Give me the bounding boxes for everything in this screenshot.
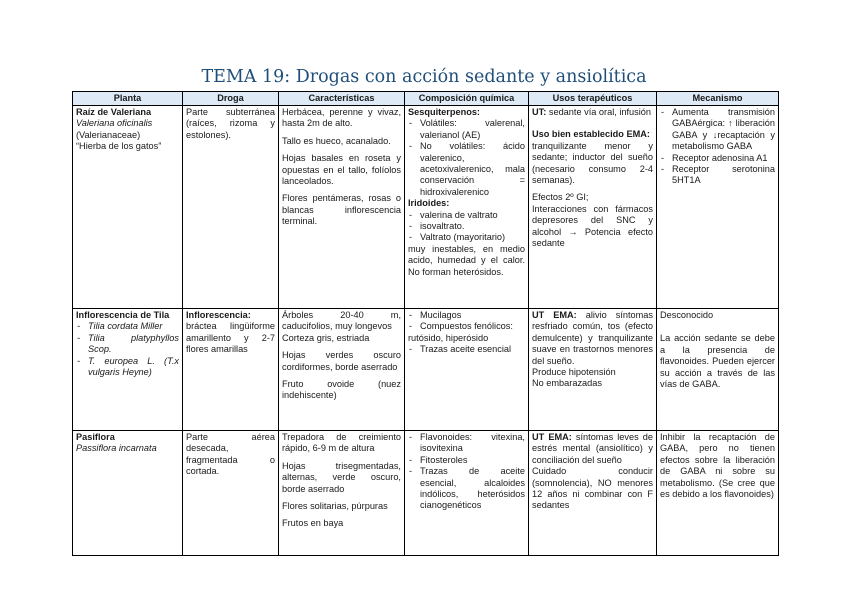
cell-mecanismo-pasiflora <box>657 431 779 556</box>
plant-name: Raíz de Valeriana <box>76 107 152 117</box>
cell-caracteristicas-valeriana <box>279 106 405 309</box>
usos-text: síntomas leves de estrés mental (ansiolítico) y conciliación del sueño <box>532 432 653 465</box>
comp-list <box>408 432 525 512</box>
mec-text: Desconocido <box>660 310 714 320</box>
usos-ut <box>532 107 653 118</box>
comp-list <box>408 210 525 244</box>
comp-list <box>408 310 525 333</box>
cell-usos-valeriana <box>529 106 657 309</box>
comp-note: muy inestables, en medio acido, humedad y el calor. No forman heterósidos. <box>408 243 525 277</box>
header-droga: Droga <box>183 92 279 106</box>
list-item: - Tilia cordata Miller <box>76 321 179 332</box>
droga-text: Parte subterránea (raíces, rizoma y estolones). <box>186 107 275 140</box>
usos-effects: Efectos 2º GI; <box>532 192 589 203</box>
cell-composicion-valeriana <box>405 106 529 309</box>
car-item: Árboles 20-40 m, caducifolios, muy longevos <box>282 310 401 332</box>
list-item: - isovaltrato. <box>408 221 525 232</box>
plant-family: (Valerianaceae) <box>76 129 141 140</box>
usos-label: Uso bien establecido EMA: <box>532 129 650 140</box>
header-usos: Usos terapéuticos <box>529 92 657 106</box>
table-row-pasiflora <box>73 431 779 556</box>
table-header-row <box>73 92 779 106</box>
car-item: Hojas basales en roseta y opuestas en el tallo, folíolos lanceolados. <box>282 153 401 187</box>
cell-usos-tila <box>529 309 657 431</box>
cell-caracteristicas-pasiflora <box>279 431 405 556</box>
list-item: - Receptor serotonina 5HT1A <box>660 164 775 187</box>
car-item: Corteza gris, estriada <box>282 332 370 343</box>
car-item: Flores pentámeras, rosas o blancas inflorescencia terminal. <box>282 193 401 227</box>
cell-composicion-pasiflora <box>405 431 529 556</box>
usos-main <box>532 432 653 466</box>
list-item: - Volátiles: valerenal, valerianol (AE) <box>408 118 525 141</box>
list-item: - Aumenta transmisión GABAérgica: ↑ liberación GABA y ↓recaptación y metabolismo GABA <box>660 107 775 153</box>
table-row-tila <box>73 309 779 431</box>
cell-composicion-tila <box>405 309 529 431</box>
usos-label: UT EMA: <box>532 310 577 320</box>
cell-planta-pasiflora <box>73 431 183 556</box>
usos-label: UT: <box>532 107 547 117</box>
list-item: - T. europea L. (T.x vulgaris Heyne) <box>76 356 179 379</box>
list-item: - Trazas aceite esencial <box>408 344 525 355</box>
usos-label: UT EMA: <box>532 432 572 442</box>
car-item: Hojas trisegmentadas, alternas, verde oscuro, borde aserrado <box>282 460 401 494</box>
car-item: Flores solitarias, púrpuras <box>282 501 388 512</box>
list-item: - Flavonoides: vitexina, isovitexina <box>408 432 525 455</box>
droga-text: Parte aérea desecada, fragmentada o cortada. <box>186 432 275 477</box>
plant-common-name: “Hierba de los gatos” <box>76 141 162 152</box>
cell-planta-tila <box>73 309 183 431</box>
usos-text: Cuidado conducir (somnolencia), NO menores 12 años ni combinar con F sedantes <box>532 466 653 511</box>
car-item: Fruto ovoide (nuez indehiscente) <box>282 379 401 401</box>
list-item: - Fitosteroles <box>408 455 525 466</box>
cell-droga-valeriana <box>183 106 279 309</box>
header-caracteristicas: Características <box>279 92 405 106</box>
usos-text: Produce hipotensión <box>532 367 616 378</box>
species-list <box>76 321 179 378</box>
droga-text: bráctea lingüiforme amarillento y 2-7 flores amarillas <box>186 321 275 355</box>
plant-name: Pasiflora <box>76 432 115 442</box>
mec-text: Inhibir la recaptación de GABA, pero no tienen efectos sobre la liberación de GABA ni sobre su metabolismo. (Se cree que es debido a los flavonoides) <box>660 432 775 500</box>
plant-name: Inflorescencia de Tila <box>76 310 170 320</box>
cell-usos-pasiflora <box>529 431 657 556</box>
header-composicion: Composición química <box>405 92 529 106</box>
cell-mecanismo-valeriana <box>657 106 779 309</box>
cell-planta-valeriana <box>73 106 183 309</box>
car-item: Herbácea, perenne y vivaz, hasta 2m de alto. <box>282 107 401 129</box>
usos-text: sedante vía oral, infusión <box>548 107 652 117</box>
mec-list <box>660 107 775 187</box>
usos-main <box>532 310 653 367</box>
plant-scientific-name: Valeriana oficinalis <box>76 118 153 129</box>
comp-heading: Iridoides: <box>408 198 450 209</box>
drug-table <box>72 91 779 556</box>
header-planta: Planta <box>73 92 183 106</box>
usos-text: tranquilizante menor y sedante; inductor del sueño (necesario consumo 2-4 semanas). <box>532 140 653 186</box>
list-item: - Trazas de aceite esencial, alcaloides indólicos, heterósidos cianogenéticos <box>408 466 525 512</box>
comp-list <box>408 118 525 198</box>
car-item: Tallo es hueco, acanalado. <box>282 135 391 146</box>
comp-list <box>408 344 525 355</box>
list-item: - valerina de valtrato <box>408 210 525 221</box>
list-item: - Valtrato (mayoritario) <box>408 232 525 243</box>
plant-scientific-name: Passiflora incarnata <box>76 443 157 454</box>
car-item: Hojas verdes oscuro cordiformes, borde aserrado <box>282 350 401 372</box>
list-item: - Compuestos fenólicos: <box>408 321 525 332</box>
usos-text: No embarazadas <box>532 378 602 389</box>
table-row-valeriana <box>73 106 779 309</box>
page-title: TEMA 19: Drogas con acción sedante y ansiolítica <box>201 67 647 87</box>
cell-droga-tila <box>183 309 279 431</box>
comp-heading: Sesquiterpenos: <box>408 107 480 117</box>
droga-label: Inflorescencia: <box>186 310 251 320</box>
usos-text: alivio síntomas resfriado común, tos (efecto demulcente) y tranquilizante suave en trastornos menores del sueño. <box>532 310 654 366</box>
cell-droga-pasiflora <box>183 431 279 556</box>
cell-caracteristicas-tila <box>279 309 405 431</box>
car-item: Frutos en baya <box>282 518 344 529</box>
usos-interactions: Interacciones con fármacos depresores del SNC y alcohol → Potencia efecto sedante <box>532 203 653 249</box>
list-item: - Receptor adenosina A1 <box>660 153 775 164</box>
mec-text: La acción sedante se debe a la presencia de flavonoides. Pueden ejercer su acción a través de las vías de GABA. <box>660 333 775 390</box>
car-item: Trepadora de creimiento rápido, 6-9 m de altura <box>282 432 401 454</box>
list-item: - No volátiles: ácido valerenico, acetoxivalerenico, mala conservación = hidroxivalerenico <box>408 141 525 198</box>
list-item: - Mucilagos <box>408 310 525 321</box>
comp-note: rutósido, hiperósido <box>408 332 489 343</box>
header-mecanismo: Mecanismo <box>657 92 779 106</box>
cell-mecanismo-tila <box>657 309 779 431</box>
list-item: - Tilia platyphyllos Scop. <box>76 333 179 356</box>
